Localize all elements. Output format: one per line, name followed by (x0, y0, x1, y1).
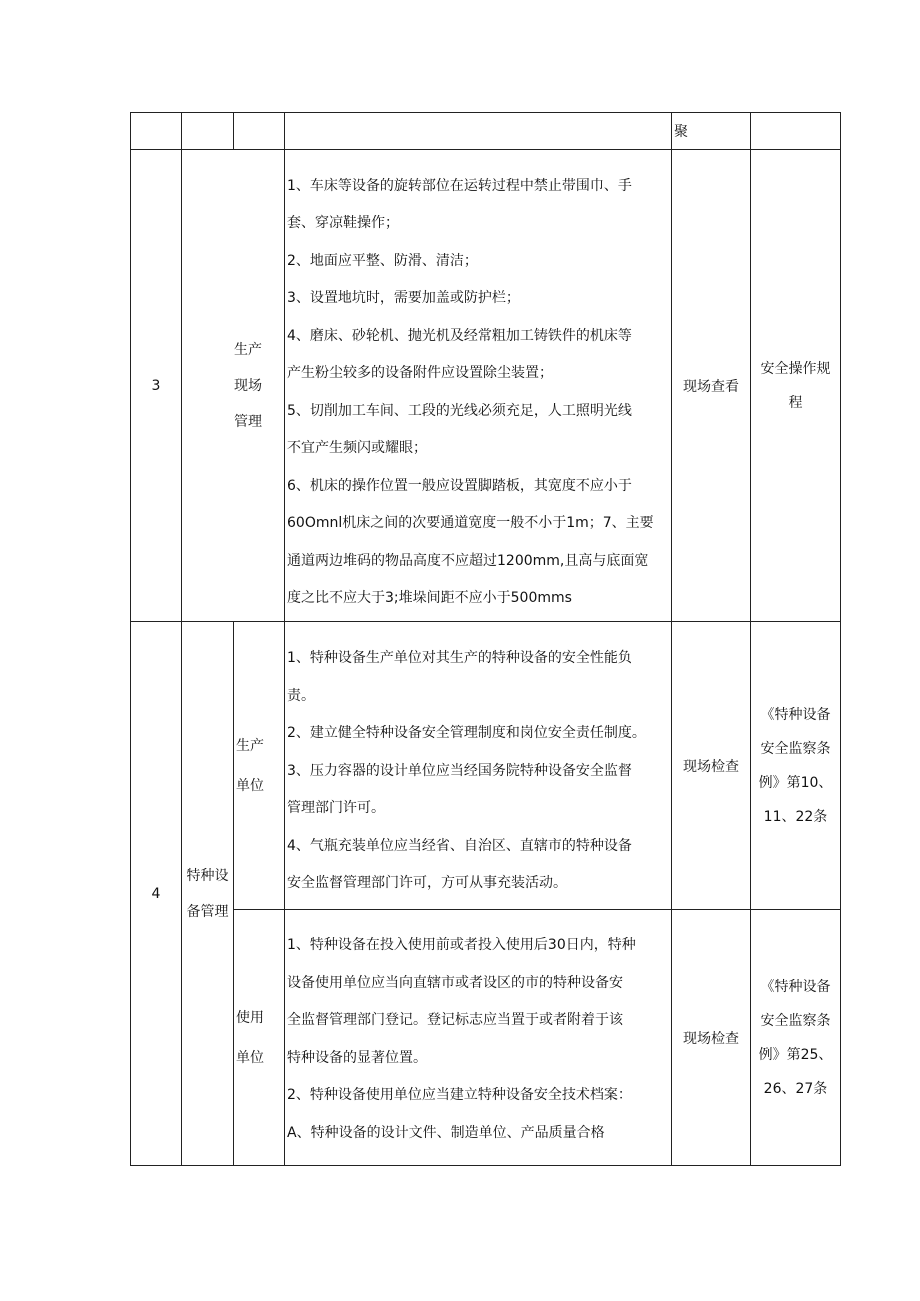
method-fragment-cell (672, 113, 751, 150)
basis-line: 11、22条 (763, 808, 828, 825)
basis-line: 安全操作规 (760, 360, 831, 377)
content-line: 产生粉尘较多的设备附件应设置除尘装置； (287, 365, 553, 381)
empty-cell (182, 113, 234, 150)
item-number-text: 4 (151, 885, 161, 902)
basis-line: 程 (788, 394, 803, 411)
category-line: 生产 (234, 341, 262, 358)
subcategory-line: 单位 (236, 1049, 264, 1066)
content-line: A、特种设备的设计文件、制造单位、产品质量合格 (287, 1124, 605, 1141)
subcategory-label (234, 726, 284, 806)
method-cell (672, 910, 751, 1166)
content-line: 1、特种设备在投入使用前或者投入使用后30日内，特种 (287, 937, 636, 953)
content-line: 设备使用单位应当向直辖市或者设区的市的特种设备安 (287, 974, 623, 991)
basis-line: 例》第25、 (758, 1046, 833, 1063)
method-cell (672, 622, 751, 910)
category-line: 特种设 (186, 867, 229, 884)
content-cell (285, 622, 672, 910)
method-text: 现场查看 (683, 378, 739, 395)
category-cell (182, 150, 285, 622)
content-line: 6、机床的操作位置一般应设置脚踏板，其宽度不应小于 (287, 477, 632, 494)
basis-line: 安全监察条 (760, 1012, 831, 1029)
content-line: 2、建立健全特种设备安全管理制度和岗位安全责任制度。 (287, 725, 646, 742)
basis-line: 《特种设备 (760, 706, 831, 723)
content-line: 度之比不应大于3;堆垛间距不应小于500mms (287, 590, 572, 606)
content-line: 60Omnl机床之间的次要通道宽度一般不小于1m；7、主要 (287, 515, 654, 531)
empty-cell (285, 113, 672, 150)
content-line: 4、磨床、砂轮机、抛光机及经常粗加工铸铁件的机床等 (287, 327, 632, 344)
content-line: 2、地面应平整、防滑、清洁； (287, 252, 478, 269)
content-cell (285, 150, 672, 622)
table-row (131, 150, 841, 622)
content-line: 4、气瓶充装单位应当经省、自治区、直辖市的特种设备 (287, 837, 632, 854)
content-line: 安全监督管理部门许可，方可从事充装活动。 (287, 875, 567, 892)
method-cell (672, 150, 751, 622)
basis-line: 《特种设备 (760, 978, 831, 995)
table-row-header-fragment (131, 113, 841, 150)
content-line: 全监督管理部门登记。登记标志应当置于或者附着于该 (287, 1012, 623, 1028)
category-line: 管理 (234, 413, 262, 430)
empty-cell (751, 113, 841, 150)
table-row (131, 910, 841, 1166)
category-line: 备管理 (186, 903, 229, 920)
content-line: 通道两边堆码的物品高度不应超过1200mm,且高与底面宽 (287, 552, 649, 569)
content-line: 1、车床等设备的旋转部位在运转过程中禁止带围巾、手 (287, 177, 632, 194)
method-text: 现场检查 (683, 758, 739, 775)
inspection-table (130, 112, 841, 1166)
empty-cell (234, 113, 285, 150)
item-number (131, 150, 182, 622)
method-text: 现场检查 (683, 1030, 739, 1047)
content-line: 责。 (287, 687, 315, 704)
table-row (131, 622, 841, 910)
subcategory-line: 生产 (236, 737, 264, 754)
basis-line: 例》第10、 (758, 774, 833, 791)
basis-line: 安全监察条 (760, 740, 831, 757)
subcategory-cell (234, 622, 285, 910)
empty-cell (131, 113, 182, 150)
content-line: 不宜产生频闪或耀眼； (287, 440, 427, 456)
content-line: 2、特种设备使用单位应当建立特种设备安全技术档案： (287, 1087, 632, 1103)
basis-line: 26、27条 (763, 1080, 828, 1097)
subcategory-line: 单位 (236, 777, 264, 794)
subcategory-label (234, 998, 284, 1078)
subcategory-line: 使用 (236, 1009, 264, 1026)
category-label (182, 858, 233, 930)
basis-cell (751, 150, 841, 622)
content-line: 3、压力容器的设计单位应当经国务院特种设备安全监督 (287, 762, 632, 779)
basis-cell (751, 622, 841, 910)
content-line: 1、特种设备生产单位对其生产的特种设备的安全性能负 (287, 650, 632, 667)
category-label (212, 332, 284, 440)
basis-cell (751, 910, 841, 1166)
category-line: 现场 (234, 377, 262, 394)
item-number (131, 622, 182, 1166)
content-line: 特种设备的显著位置。 (287, 1049, 427, 1066)
item-number-text: 3 (151, 377, 161, 394)
content-line: 3、设置地坑时，需要加盖或防护栏； (287, 290, 520, 306)
content-line: 5、切削加工车间、工段的光线必须充足，人工照明光线 (287, 402, 632, 419)
content-line: 管理部门许可。 (287, 800, 385, 817)
content-cell (285, 910, 672, 1166)
category-cell (182, 622, 234, 1166)
method-fragment: 聚 (674, 124, 688, 140)
content-line: 套、穿凉鞋操作； (287, 215, 399, 231)
subcategory-cell (234, 910, 285, 1166)
